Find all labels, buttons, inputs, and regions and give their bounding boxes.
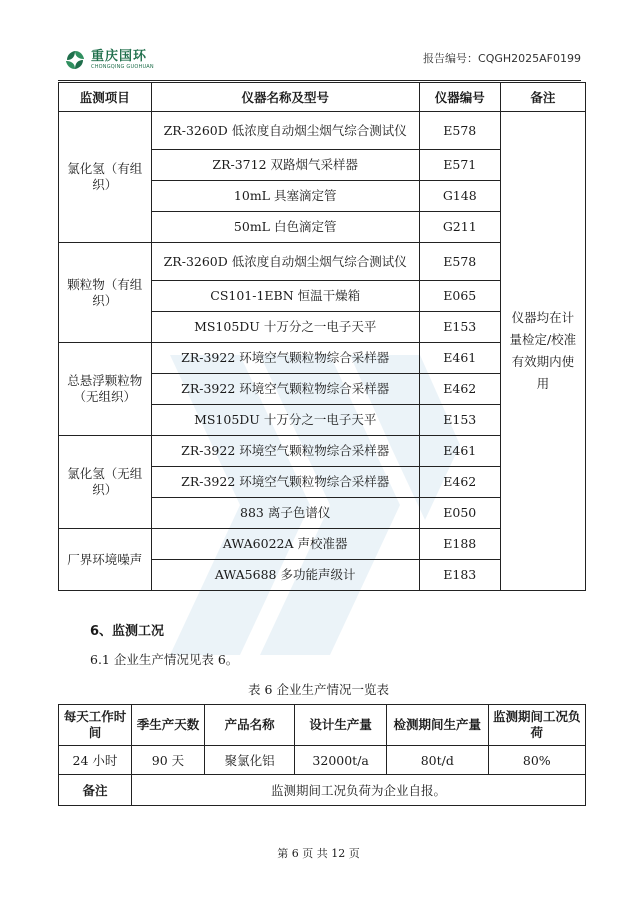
monitor-item-cell: 氯化氢（无组织） — [59, 436, 152, 529]
instrument-name-cell: ZR-3922 环境空气颗粒物综合采样器 — [151, 436, 419, 467]
instrument-name-cell: CS101-1EBN 恒温干燥箱 — [151, 281, 419, 312]
instrument-no-cell: G211 — [419, 212, 500, 243]
section-title: 6、监测工况 — [90, 624, 165, 639]
table-caption: 表 6 企业生产情况一览表 — [248, 682, 389, 697]
remark-text-cell: 监测期间工况负荷为企业自报。 — [131, 775, 585, 806]
report-number: 报告编号：CQGH2025AF0199 — [423, 52, 581, 65]
header-cell: 仪器名称及型号 — [151, 83, 419, 112]
instrument-no-cell: E050 — [419, 498, 500, 529]
header-cell: 每天工作时间 — [59, 705, 132, 746]
instrument-no-cell: E578 — [419, 112, 500, 150]
monitor-item-cell: 厂界环境噪声 — [59, 529, 152, 591]
header-cell: 备注 — [500, 83, 585, 112]
page-number: 第 6 页 共 12 页 — [277, 847, 360, 860]
instrument-no-cell: E461 — [419, 343, 500, 374]
load-ratio-cell: 80% — [488, 746, 585, 775]
header-cell: 产品名称 — [204, 705, 294, 746]
product-name-cell: 聚氯化铝 — [204, 746, 294, 775]
instrument-name-cell: MS105DU 十万分之一电子天平 — [151, 405, 419, 436]
instrument-name-cell: 50mL 白色滴定管 — [151, 212, 419, 243]
company-logo — [64, 44, 154, 76]
table-row — [59, 746, 586, 775]
design-capacity-cell: 32000t/a — [295, 746, 387, 775]
equipment-table — [58, 82, 586, 591]
instrument-no-cell: E153 — [419, 312, 500, 343]
header-cell: 仪器编号 — [419, 83, 500, 112]
section-text: 6.1 企业生产情况见表 6。 — [90, 652, 239, 667]
instrument-name-cell: ZR-3922 环境空气颗粒物综合采样器 — [151, 343, 419, 374]
header-cell: 监测期间工况负荷 — [488, 705, 585, 746]
table-row — [59, 112, 586, 150]
instrument-name-cell: ZR-3712 双路烟气采样器 — [151, 150, 419, 181]
instrument-no-cell: G148 — [419, 181, 500, 212]
instrument-name-cell: ZR-3260D 低浓度自动烟尘烟气综合测试仪 — [151, 243, 419, 281]
instrument-name-cell: MS105DU 十万分之一电子天平 — [151, 312, 419, 343]
header-cell: 设计生产量 — [295, 705, 387, 746]
instrument-no-cell: E188 — [419, 529, 500, 560]
work-hours-cell: 24 小时 — [59, 746, 132, 775]
instrument-name-cell: 883 离子色谱仪 — [151, 498, 419, 529]
header-cell: 季生产天数 — [131, 705, 204, 746]
instrument-no-cell: E571 — [419, 150, 500, 181]
header-cell: 检测期间生产量 — [387, 705, 489, 746]
remark-cell: 仪器均在计量检定/校准有效期内使用 — [500, 112, 585, 591]
instrument-no-cell: E153 — [419, 405, 500, 436]
instrument-no-cell: E462 — [419, 374, 500, 405]
instrument-no-cell: E183 — [419, 560, 500, 591]
instrument-name-cell: AWA5688 多功能声级计 — [151, 560, 419, 591]
actual-output-cell: 80t/d — [387, 746, 489, 775]
instrument-no-cell: E462 — [419, 467, 500, 498]
monitor-item-cell: 颗粒物（有组织） — [59, 243, 152, 343]
instrument-no-cell: E461 — [419, 436, 500, 467]
instrument-name-cell: 10mL 具塞滴定管 — [151, 181, 419, 212]
monitor-item-cell: 总悬浮颗粒物（无组织） — [59, 343, 152, 436]
table-header-row — [59, 83, 586, 112]
logo-chinese-name: 重庆国环 — [91, 49, 148, 64]
leaf-logo-icon — [64, 49, 86, 71]
table-header-row — [59, 705, 586, 746]
instrument-name-cell: AWA6022A 声校准器 — [151, 529, 419, 560]
production-table — [58, 704, 586, 806]
table-row — [59, 775, 586, 806]
monitor-item-cell: 氯化氢（有组织） — [59, 112, 152, 243]
logo-english-name: CHONGQING GUOHUAN — [91, 64, 154, 70]
instrument-name-cell: ZR-3922 环境空气颗粒物综合采样器 — [151, 467, 419, 498]
header-cell: 监测项目 — [59, 83, 152, 112]
instrument-no-cell: E065 — [419, 281, 500, 312]
production-days-cell: 90 天 — [131, 746, 204, 775]
instrument-name-cell: ZR-3922 环境空气颗粒物综合采样器 — [151, 374, 419, 405]
instrument-name-cell: ZR-3260D 低浓度自动烟尘烟气综合测试仪 — [151, 112, 419, 150]
remark-label-cell: 备注 — [59, 775, 132, 806]
instrument-no-cell: E578 — [419, 243, 500, 281]
header-divider — [58, 80, 581, 81]
